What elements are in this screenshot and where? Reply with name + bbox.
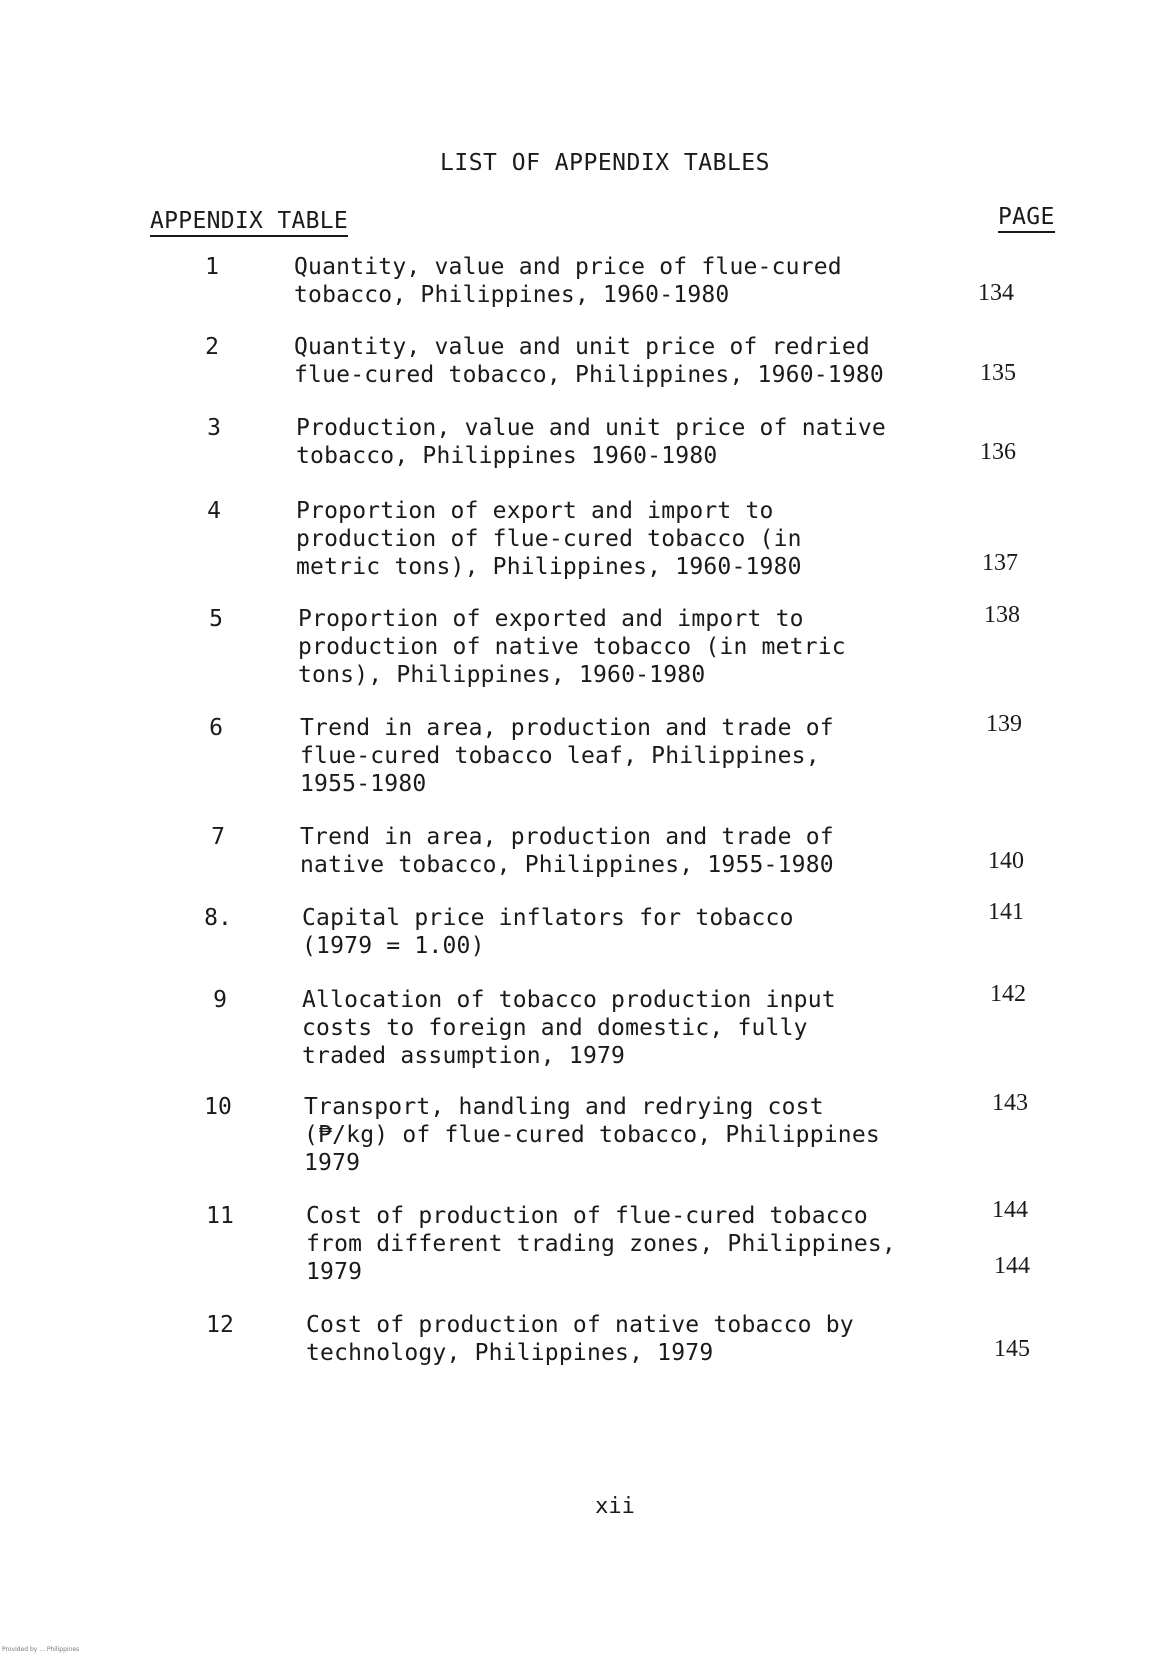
entry-title: Quantity, value and price of flue-cured tobacco, Philippines, 1960-1980	[294, 254, 842, 308]
entry-number: 10	[204, 1094, 232, 1120]
entry-number: 5	[209, 606, 223, 632]
entry-title: Cost of production of native tobacco by technology, Philippines, 1979	[306, 1312, 854, 1366]
entry-number: 2	[205, 334, 219, 360]
entry-number: 4	[207, 498, 221, 524]
entry-number: 8.	[204, 905, 232, 931]
entry-number: 6	[209, 715, 223, 741]
page-column-header: PAGE	[998, 204, 1055, 233]
entry-title: Cost of production of flue-cured tobacco from different trading zones, Philippines, 1979	[306, 1203, 896, 1285]
entry-title: Trend in area, production and trade of native tobacco, Philippines, 1955-1980	[300, 824, 834, 878]
entry-title: Quantity, value and unit price of redried flue-cured tobacco, Philippines, 1960-1980	[294, 334, 884, 388]
entry-number: 1	[205, 254, 219, 280]
entry-title: Trend in area, production and trade of flue-cured tobacco leaf, Philippines, 1955-1980	[300, 715, 834, 797]
entry-page: 145	[994, 1336, 1030, 1362]
entry-page-secondary: 144	[994, 1253, 1030, 1279]
entry-page: 141	[988, 899, 1024, 925]
entry-title: Proportion of exported and import to production of native tobacco (in metric tons), Philippines, 1960-1980	[298, 606, 846, 688]
entry-page: 143	[992, 1090, 1028, 1116]
entry-page: 142	[990, 981, 1026, 1007]
entry-number: 3	[207, 415, 221, 441]
appendix-table-column-header: APPENDIX TABLE	[150, 208, 348, 237]
entry-page: 135	[980, 360, 1016, 386]
entry-page: 140	[988, 848, 1024, 874]
entry-page: 136	[980, 439, 1016, 465]
entry-number: 9	[213, 987, 227, 1013]
entry-page: 138	[984, 602, 1020, 628]
page-title: LIST OF APPENDIX TABLES	[440, 150, 770, 176]
footer-note: Provided by ... Philippines	[2, 1646, 80, 1653]
entry-title: Transport, handling and redrying cost (₱/kg) of flue-cured tobacco, Philippines 1979	[304, 1094, 880, 1176]
entry-title: Allocation of tobacco production input costs to foreign and domestic, fully traded assumption, 1979	[302, 987, 836, 1069]
entry-page: 134	[978, 280, 1014, 306]
entry-page: 144	[992, 1197, 1028, 1223]
entry-page: 139	[986, 711, 1022, 737]
entry-title: Capital price inflators for tobacco (1979 = 1.00)	[302, 905, 794, 959]
entry-number: 12	[206, 1312, 234, 1338]
entry-number: 7	[211, 824, 225, 850]
entry-title: Proportion of export and import to production of flue-cured tobacco (in metric tons), Philippines, 1960-1980	[296, 498, 802, 580]
entry-page: 137	[982, 550, 1018, 576]
page-number: xii	[595, 1494, 635, 1519]
entry-title: Production, value and unit price of native tobacco, Philippines 1960-1980	[296, 415, 886, 469]
entry-number: 11	[206, 1203, 234, 1229]
